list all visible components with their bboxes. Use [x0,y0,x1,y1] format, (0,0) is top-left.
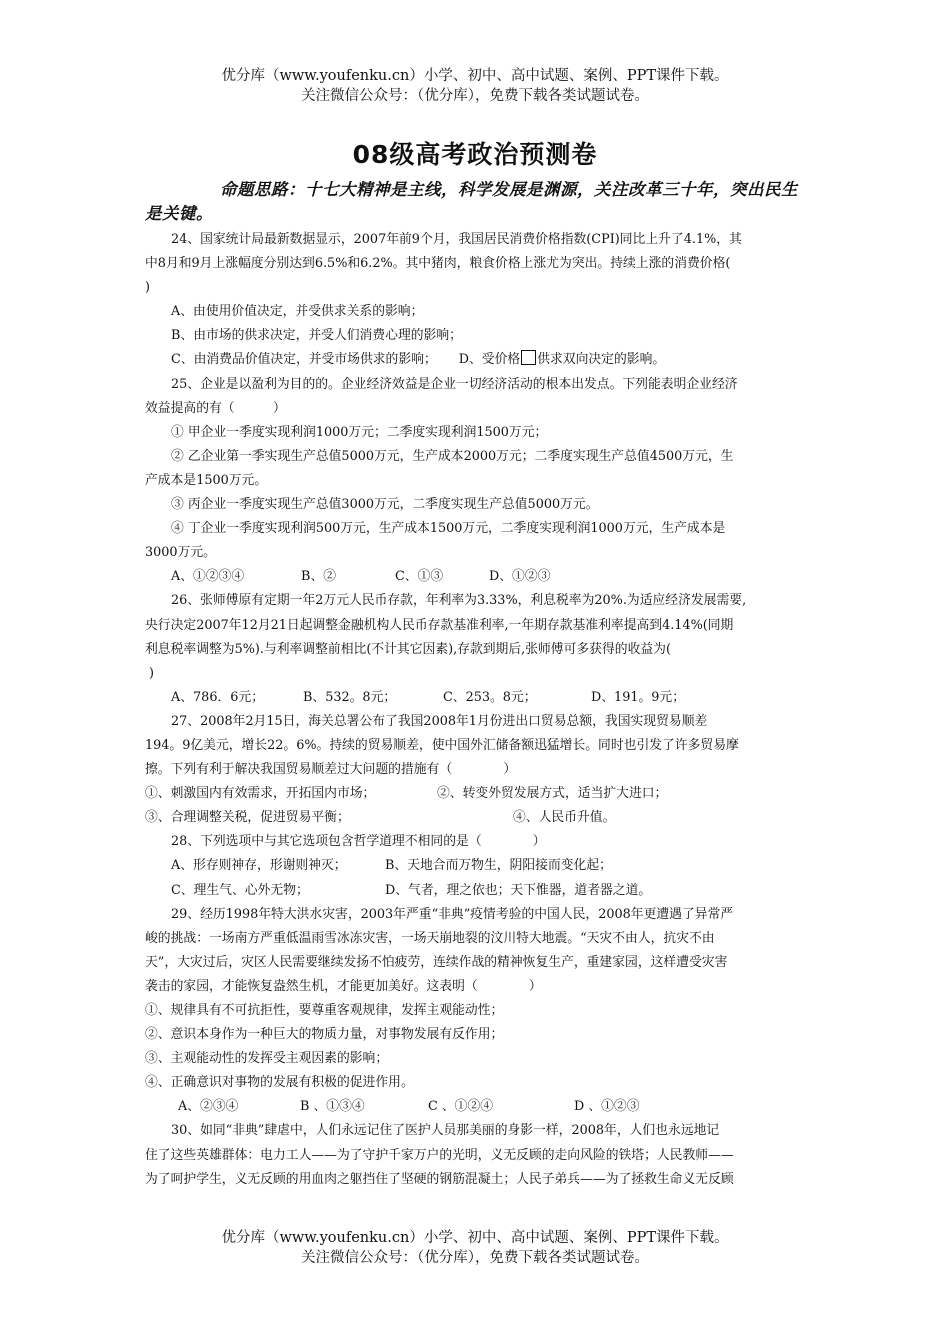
q25-statement-3: ③ 丙企业一季度实现生产总值3000万元，二季度实现生产总值5000万元。 [171,497,599,513]
q25-option-c: C、①③ [395,569,444,585]
q25-option-d: D、①②③ [489,569,551,585]
q25-statement-2a: ② 乙企业第一季实现生产总值5000万元，生产成本2000万元；二季度实现生产总值4500万元，生 [171,448,734,464]
q28-option-b: B、天地合而万物生，阴阳接而变化起； [385,858,612,874]
q28-option-c: C、理生气、心外无物； [171,882,309,898]
q28-options-row-1 [145,854,810,878]
q26-option-b: B、532。8元； [303,689,397,705]
q29-line-2: 峻的挑战：一场南方严重低温雨雪冰冻灾害，一场天崩地裂的汶川特大地震。“天灾不由人，抗灾不由 [145,930,715,946]
header-line-2: 关注微信公众号：（优分库），免费下载各类试题试卷。 [301,88,649,104]
q28-option-d: D、气者，理之依也；天下惟器，道者器之道。 [385,882,652,898]
q28-option-a: A、形存则神存，形谢则神灭； [171,858,347,874]
q29-option-c: C 、①②④ [428,1099,494,1115]
q29-line-3: 天”，大灾过后，灾区人民需要继续发扬不怕疲劳，连续作战的精神恢复生产，重建家园，这样遭受灾害 [145,954,728,970]
page-header [0,66,950,106]
q27-option-1: ①、刺激国内有效需求，开拓国内市场； [145,786,376,802]
q29-statement-2: ②、意识本身作为一种巨大的物质力量，对事物发展有反作用； [145,1027,504,1043]
q25-statement-4a: ④ 丁企业一季度实现利润500万元，生产成本1500万元，二季度实现利润1000万元，生产成本是 [171,521,726,537]
q25-line-1: 25、企业是以盈利为目的的。企业经济效益是企业一切经济活动的根本出发点。下列能表明企业经济 [171,376,738,392]
q29-statement-3: ③、主观能动性的发挥受主观因素的影响； [145,1051,389,1067]
q24-option-a: A、由使用价值决定，并受供求关系的影响； [171,304,424,320]
q26-line-2: 央行决定2007年12月21日起调整金融机构人民币存款基准利率,一年期存款基准利率提高到4.14%(同期 [145,617,734,633]
q29-statement-4: ④、正确意识对事物的发展有积极的促进作用。 [145,1075,414,1091]
q25-line-2: 效益提高的有（ ） [145,400,286,416]
q25-statement-2b: 产成本是1500万元。 [145,472,268,488]
q26-line-1: 26、张师傅原有定期一年2万元人民币存款，年利率为3.33%，利息税率为20%.为适应经济发展需要, [171,593,747,609]
q24-line-2: 中8月和9月上涨幅度分别达到6.5%和6.2%。其中猪肉，粮食价格上涨尤为突出。持续上涨的消费价格( [145,256,731,272]
q27-line-2: 194。9亿美元，增长22。6%。持续的贸易顺差，使中国外汇储备额迅猛增长。同时也引发了许多贸易摩 [145,737,739,753]
q25-option-a: A、①②③④ [171,569,245,585]
q26-line-3: 利息税率调整为5%).与利率调整前相比(不计其它因素),存款到期后,张师傅可多获得的收益为( [145,641,671,657]
q26-options [145,686,810,710]
header-line-1: 优分库（www.youfenku.cn）小学、初中、高中试题、案例、PPT课件下载。 [221,68,729,84]
footer-line-1: 优分库（www.youfenku.cn）小学、初中、高中试题、案例、PPT课件下载。 [221,1230,729,1246]
q27-options-row-2 [145,806,810,830]
q30-line-1: 30、如同“非典”肆虐中，人们永远记住了医护人员那美丽的身影一样，2008年，人们也永远地记 [171,1123,720,1139]
q24-option-cd [145,348,810,372]
design-intro: 命题思路：十七大精神是主线，科学发展是渊源，关注改革三十年，突出民生是关键。 [145,180,798,223]
q24-option-c: C、由消费品价值决定，并受市场供求的影响； [171,352,437,368]
q27-options-row-1 [145,782,810,806]
q26-option-d: D、191。9元； [591,689,686,705]
page-title: 08级高考政治预测卷 [352,140,598,169]
q24-line-1: 24、国家统计局最新数据显示，2007年前9个月，我国居民消费价格指数(CPI)同比上升了4.1%，其 [171,232,742,247]
missing-glyph-box [521,350,536,365]
page-footer [0,1228,950,1268]
q26-line-4: ) [149,665,154,681]
q29-option-b: B 、①③④ [300,1099,365,1115]
q26-option-a: A、786．6元； [171,689,264,705]
q27-line-3: 擦。下列有利于解决我国贸易顺差过大问题的措施有（ ） [145,762,517,778]
q27-option-4: ④、人民币升值。 [513,810,616,826]
q28-line-1: 28、下列选项中与其它选项包含哲学道理不相同的是（ ） [171,834,546,850]
q29-statement-1: ①、规律具有不可抗拒性，要尊重客观规律，发挥主观能动性； [145,1003,504,1018]
q27-option-3: ③、合理调整关税，促进贸易平衡； [145,810,350,826]
q25-statement-4b: 3000万元。 [145,545,216,561]
q29-option-d: D 、①②③ [574,1099,640,1115]
q29-line-4: 袭击的家园，才能恢复盎然生机，才能更加美好。这表明（ ） [145,978,542,994]
q29-option-a: A、②③④ [178,1099,239,1115]
q30-line-3: 为了呵护学生，义无反顾的用血肉之躯挡住了坚硬的钢筋混凝土；人民子弟兵——为了拯救生命义无反顾 [145,1171,734,1187]
q25-statement-1: ① 甲企业一季度实现利润1000万元；二季度实现利润1500万元； [171,424,548,440]
q24-line-3: ) [145,280,150,296]
q24-option-d-prefix: D、受价格 [458,352,521,368]
q25-option-b: B、② [301,569,336,585]
footer-line-2: 关注微信公众号：（优分库），免费下载各类试题试卷。 [301,1250,649,1266]
q30-line-2: 住了这些英雄群体：电力工人——为了守护千家万户的光明，义无反顾的走向风险的铁塔；人民教师—— [145,1147,734,1163]
question-body [145,228,810,1192]
q26-option-c: C、253。8元； [443,689,537,705]
q24-option-b: B、由市场的供求决定，并受人们消费心理的影响； [171,328,462,344]
q28-options-row-2 [145,879,810,903]
q27-line-1: 27、2008年2月15日，海关总署公布了我国2008年1月份进出口贸易总额，我国实现贸易顺差 [171,713,708,729]
q29-line-1: 29、经历1998年特大洪水灾害，2003年严重“非典”疫情考验的中国人民，2008年更遭遇了异常严 [171,906,734,922]
q29-options [145,1095,810,1119]
q24-option-d-suffix: 供求双向决定的影响。 [537,352,666,368]
q27-option-2: ②、转变外贸发展方式，适当扩大进口； [437,786,668,802]
q25-options [145,565,810,589]
